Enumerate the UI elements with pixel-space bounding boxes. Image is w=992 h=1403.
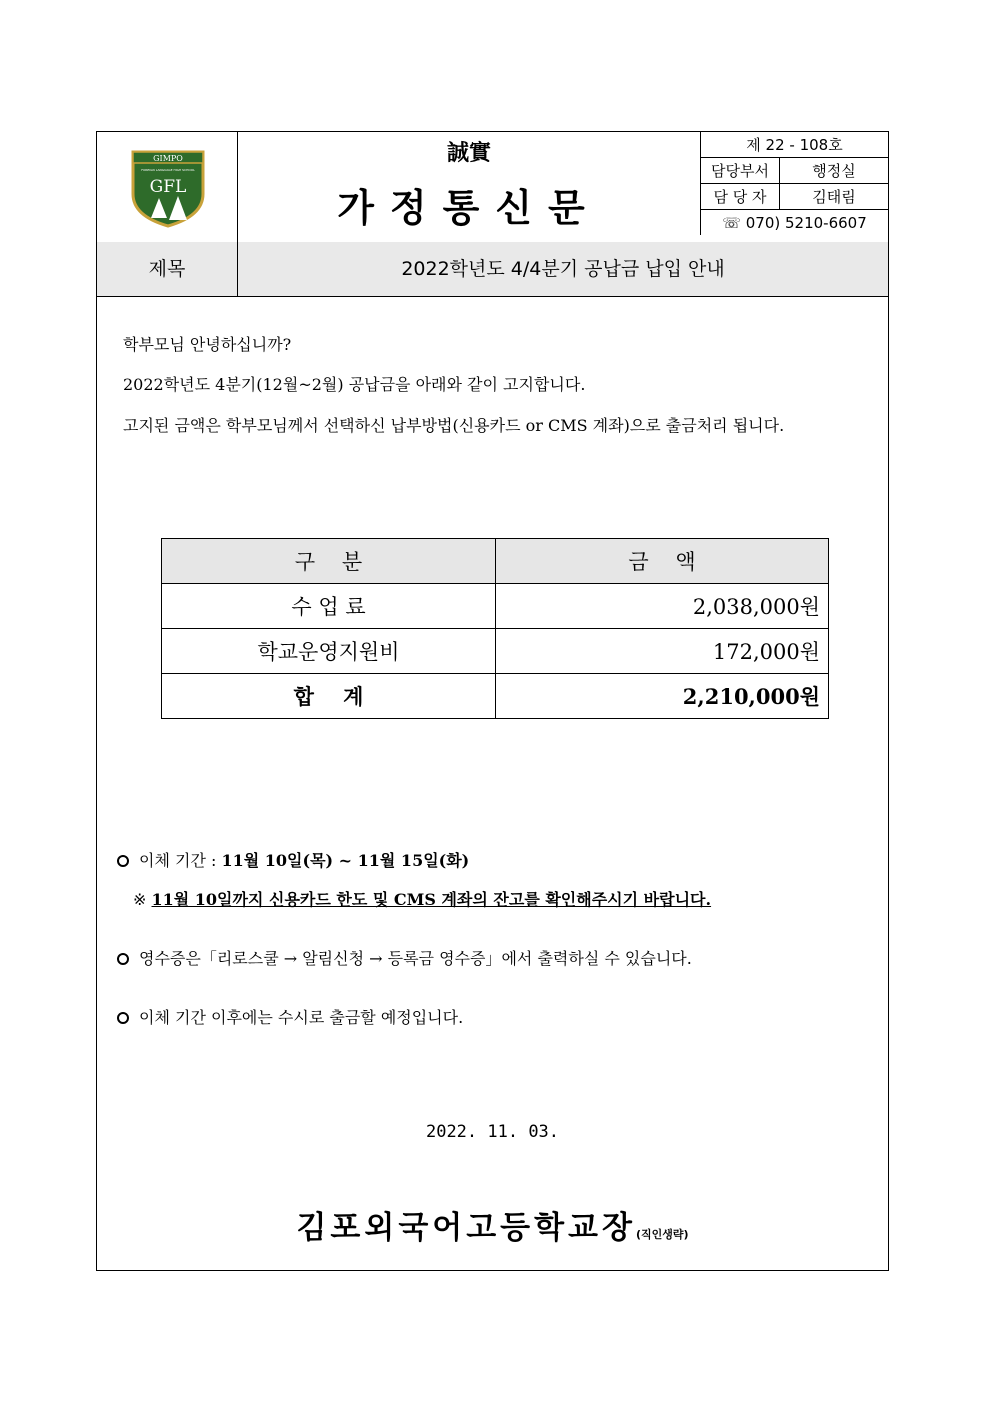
table-row: [162, 629, 829, 674]
circle-bullet-icon: [117, 1012, 129, 1024]
table-row: [162, 584, 829, 629]
warning-line: [133, 887, 711, 910]
logo-cell: [97, 132, 238, 242]
intro-line: 2022학년도 4분기(12월~2월) 공납금을 아래와 같이 고지합니다.: [123, 375, 586, 394]
total-label: 합 계: [162, 674, 496, 719]
issue-date: 2022. 11. 03.: [425, 1122, 560, 1142]
transfer-period: 11월 10일(목) ~ 11월 15일(화): [221, 851, 470, 870]
person-value: 김태림: [780, 184, 889, 210]
row-name: 수 업 료: [162, 584, 496, 629]
reference-mark: ※: [133, 890, 152, 909]
transfer-period-line: [117, 848, 469, 871]
receipt-line: [117, 946, 692, 969]
amount-table: [161, 538, 829, 719]
circle-bullet-icon: [117, 953, 129, 965]
row-amount: 172,000원: [496, 629, 829, 674]
seal-note: (직인생략): [635, 1228, 689, 1241]
after-period-line: [117, 1005, 463, 1028]
warning-text: 11월 10일까지 신용카드 한도 및 CMS 계좌의 잔고를 확인해주시기 바랍니다.: [151, 890, 712, 909]
svg-text:GFL: GFL: [149, 177, 187, 197]
row-amount: 2,038,000원: [496, 584, 829, 629]
circle-bullet-icon: [117, 855, 129, 867]
column-header-category: 구 분: [162, 539, 496, 584]
row-name: 학교운영지원비: [162, 629, 496, 674]
person-label: 담 당 자: [701, 184, 780, 210]
after-period-text: 이체 기간 이후에는 수시로 출금할 예정입니다.: [139, 1008, 464, 1027]
doc-number: 제 22 - 108호: [701, 132, 889, 158]
dept-value: 행정실: [780, 158, 889, 184]
subject-row: [97, 242, 888, 297]
dept-label: 담당부서: [701, 158, 780, 184]
info-table: [700, 132, 888, 235]
total-row: [162, 674, 829, 719]
column-header-amount: 금 액: [496, 539, 829, 584]
intro-line: 고지된 금액은 학부모님께서 선택하신 납부방법(신용카드 or CMS 계좌)으로 출금처리 됩니다.: [123, 416, 785, 435]
school-logo: [97, 132, 237, 242]
table-header-row: [162, 539, 829, 584]
subject-text: 2022학년도 4/4분기 공납금 납입 안내: [401, 258, 725, 280]
phone-number: ☏ 070) 5210-6607: [701, 210, 889, 236]
transfer-label: 이체 기간 :: [139, 851, 222, 870]
intro-line: 학부모님 안녕하십니까?: [123, 335, 292, 354]
receipt-text: 영수증은「리로스쿨 → 알림신청 → 등록금 영수증」에서 출력하실 수 있습니다.: [139, 949, 692, 968]
header: [97, 132, 888, 243]
motto: 誠實: [446, 140, 491, 166]
svg-text:GIMPO: GIMPO: [153, 154, 183, 163]
title-cell: [238, 132, 700, 242]
subject-label: 제목: [97, 242, 238, 296]
page-title: 가정통신문: [337, 186, 601, 230]
svg-text:FOREIGN LANGUAGE HIGH SCHOOL: FOREIGN LANGUAGE HIGH SCHOOL: [141, 168, 195, 172]
notice-document: [96, 131, 889, 1271]
signature: [97, 1202, 888, 1247]
total-amount: 2,210,000원: [496, 674, 829, 719]
principal-name: 김포외국어고등학교장: [296, 1210, 636, 1246]
